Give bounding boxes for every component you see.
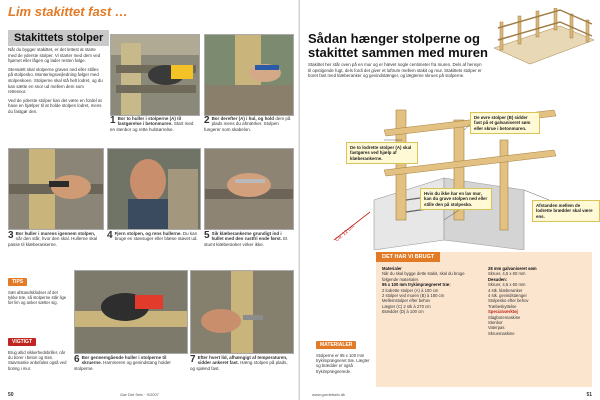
fact-heading: 95 x 100 mm trykimprægneret træ: [382, 282, 451, 288]
fact-item: Stenbor [488, 320, 503, 326]
photo-drilling-wall [111, 35, 199, 115]
step-number: 4 [107, 230, 113, 241]
warning-text: Brug altid sikkerhedsbriller, når du borer i beton og sten. Støvmaske anbefales også ved boring i mur. [8, 350, 67, 371]
caption-lead: Bor to huller i stolperne (A) til fastgørelse i betonmuren. [117, 116, 182, 127]
warning-box [8, 330, 68, 371]
step-number: 2 [204, 115, 210, 126]
fact-item: Mellemstolper efter behov [382, 298, 431, 304]
right-page [300, 0, 600, 400]
materials-box [316, 333, 372, 374]
caption-lead: Fjern stolpen, og rens hullerne. [114, 231, 182, 236]
caption-text: når den står, hvor den skal. Hullerne skal passe til klæberankerne. [8, 236, 98, 247]
caption-text: Start med en stenbor og rette hulstørrelse. [110, 121, 194, 132]
photo-drilling-through-post [9, 149, 103, 229]
photo-step-7 [190, 270, 294, 354]
fact-box [376, 252, 592, 387]
tips-tag: TIPS [8, 278, 27, 286]
fence-overview-illustration [490, 8, 596, 70]
fact-box-title: DET HAR VI BRUGT [376, 252, 440, 262]
caption-text: Et stumt klæberanker virker ikke. [204, 236, 288, 247]
section-title: Stakittets stolper [8, 30, 109, 46]
step-number: 3 [8, 230, 14, 241]
fact-item: Brædder (D) à 100 cm [382, 309, 424, 315]
caption-lead: Bor gennemgående huller i stolperne til skruerne. [81, 355, 167, 366]
step-number: 6 [74, 354, 80, 365]
caption-lead: Bor derefter (A) i hul, og hold [211, 116, 275, 121]
warning-tag: VIGTIGT [8, 338, 36, 346]
fact-column-1 [382, 266, 482, 315]
step-number: 1 [110, 115, 116, 126]
left-footer: Gør Det Selv · 9/2007 [120, 392, 159, 397]
callout-board-spacing: Afstanden mellem de lodrette brædder skal være ens. [532, 200, 600, 222]
header-strip [0, 0, 300, 22]
left-page-number: 50 [8, 392, 14, 398]
tips-box [8, 270, 68, 306]
photo-step-2 [204, 34, 294, 116]
right-title: Sådan hænger stolperne og stakittet sammen med muren [308, 31, 488, 60]
fact-item: Stolpesko efter behov [488, 298, 529, 304]
page-header-title: Lim stakittet fast … [8, 4, 128, 19]
caption-text: Hæng stolpen på plads, og spænd fast. [190, 360, 288, 371]
fact-item: 2 stolper ved muren (B) à 180 cm [382, 293, 445, 299]
caption-step-6 [74, 355, 186, 371]
photo-step-6 [74, 270, 188, 354]
fact-item: Skruemaskine [488, 330, 515, 336]
intro-paragraph: Ved de yderste stolper kan det være en fordel at have en hjælper til at holde stolpen lodret, mens du fastgør den. [8, 97, 102, 114]
photo-drilling-screw-holes [75, 271, 187, 353]
callout-lower-posts: De to lodrette stolper (A) skal fastgøres ved hjælp af klæberankerne. [346, 142, 418, 164]
caption-step-2 [204, 116, 292, 132]
fact-item: 4 stk. gevindstænger [488, 293, 527, 299]
caption-step-7 [190, 355, 292, 371]
intro-paragraph: Når du bygger stakittet, er det lettest at starte med de yderste stolper. Vi starter med dem ved hjørnet eller lågen og lader resten følge. [8, 47, 101, 64]
fact-item: Slagboremaskine [488, 314, 521, 320]
caption-step-4 [107, 231, 199, 242]
photo-step-3 [8, 148, 104, 230]
intro-paragraph: Stensætt skal stolperne graves ned eller stilles på stolpesko. Monteringsvejledning følger med stolpeskoen. Stolperne skal stå helt lodret, og du kan sætte en snor ud mellem dem som rettesnor. [8, 66, 103, 95]
right-intro: Stakittet her står oven på en mur og er hævet nogle centimeter fra muren. Dels af hensyn til opstigende fugt, dels fordi det giver et luftrum mellem stakit og mur. Stakittets stolper er boret fast med klæberanker og gevindstænger, og lægterne skrues på stolperne. [308, 62, 482, 79]
photo-marking-post [205, 35, 293, 115]
fact-heading: Materialer [382, 266, 402, 271]
photo-tightening-post [191, 271, 293, 353]
fact-item: 2 lodrette stolper (A) à 100 cm [382, 287, 439, 293]
fact-column-2 [488, 266, 588, 336]
photo-step-1 [110, 34, 200, 116]
caption-text: Du kan bruge en støvsuger eller blæse støvet ud. [114, 231, 198, 242]
caption-text: dem på plads mens du afmærker. Stolpen fungerer som skabelon. [204, 116, 291, 132]
mounting-diagram [324, 100, 592, 250]
fact-text: Skruer, 4,5 x 60 mm [488, 271, 526, 277]
fact-item: Træbeskyttelse [488, 303, 517, 309]
photo-step-5 [204, 148, 294, 230]
right-page-number: 51 [586, 392, 592, 398]
photo-step-4 [107, 148, 201, 230]
caption-text: Hammeren og gevindstang holder stolperne. [74, 360, 171, 371]
caption-lead: Bor huller i murens igennem stolpen, [15, 231, 96, 236]
callout-no-wall: Hvis du ikke har en lav mur, kan du grave stolpen ned eller stille den på stolpesko. [420, 188, 492, 210]
photo-inserting-anchor [205, 149, 293, 229]
intro-text [8, 47, 103, 118]
fact-item: 4 stk. klæberanker [488, 287, 523, 293]
caption-lead: Efter hvert lid, afhængigt af temperaturen, sidder ankeret fast. [197, 355, 288, 366]
step-number: 7 [190, 354, 196, 365]
fact-heading: Specialværktøj [488, 309, 518, 315]
caption-step-5 [204, 231, 292, 247]
caption-lead: Sik klæberankerne grundigt ind i hullet med den rustfri ende først. [211, 231, 282, 242]
caption-step-1 [110, 116, 198, 132]
fact-heading: 28 mm galvaniseret søm [488, 266, 537, 271]
materials-text: Stolperne er 95 x 100 mm trykimprægneret træ. Lægter og brædder er også trykimprægnerede. [316, 353, 370, 374]
photo-man-cleaning-holes [108, 149, 200, 229]
fact-heading: Desuden: [488, 276, 508, 282]
fact-item: Lægter (C) 2 stk à 270 cm [382, 303, 431, 309]
fact-item: Skruer, 4,5 x 60 mm [488, 282, 526, 288]
step-number: 5 [204, 230, 210, 241]
materials-tag: MATERIALER [316, 341, 356, 349]
right-footer: www.gordetselv.dk [312, 392, 346, 397]
dimension-label: Ca. 12 cm [334, 223, 356, 244]
fact-text: Når du skal bygge dette stakit, skal du bruge følgende materialer. [382, 271, 465, 282]
fact-item: Vaterpas [488, 325, 505, 331]
tips-text: Sæt afstandsklodser af det tykke træ, så stolperne står lige før lim og anker sætter sig. [8, 290, 67, 306]
caption-step-3 [8, 231, 102, 247]
callout-upper-posts: De øvre stolper (B) sidder fast på et galvaniseret søm eller skrue i betonmuren. [470, 112, 540, 134]
